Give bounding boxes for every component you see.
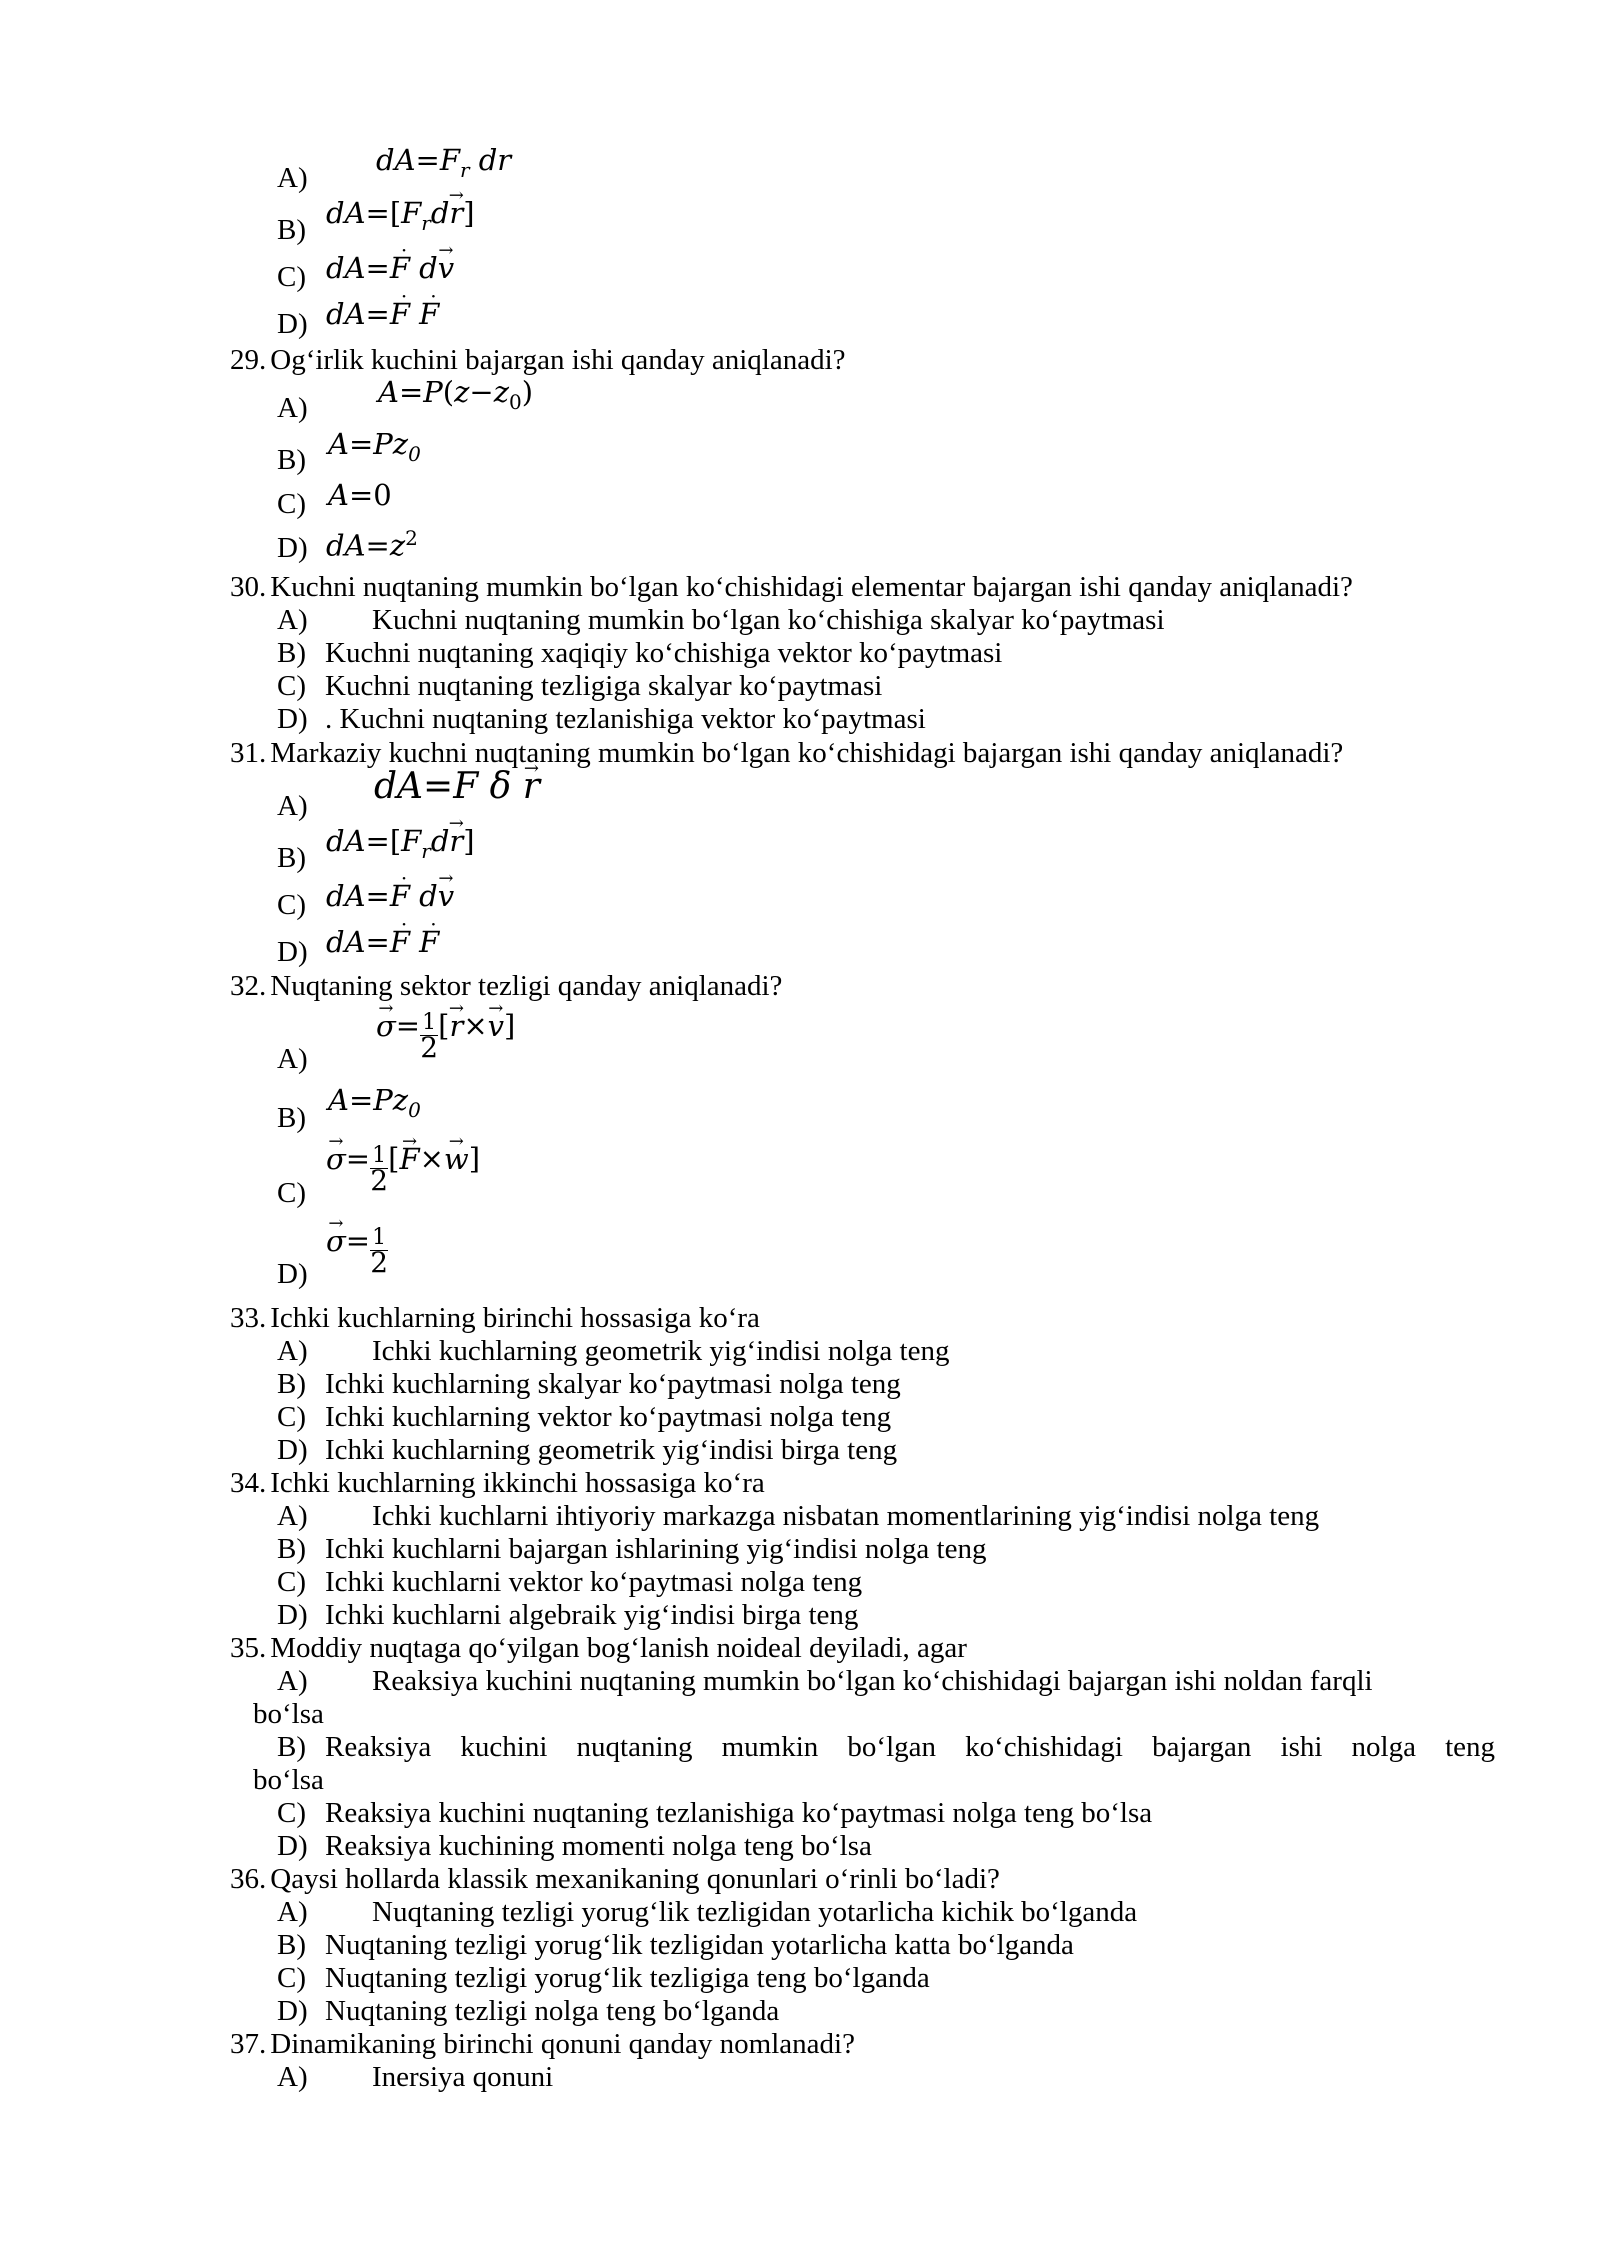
option-a: A) Nuqtaning tezligi yorug‘lik tezligidan yotarlicha kichik bo‘lganda — [277, 1896, 1138, 1928]
question-34: 34. Ichki kuchlarning ikkinchi hossasiga ko‘ra — [230, 1467, 765, 1499]
option-label: C) — [277, 1177, 306, 1209]
option-a: A) Kuchni nuqtaning mumkin bo‘lgan ko‘chishiga skalyar ko‘paytmasi — [277, 604, 1165, 636]
option-c: C) Kuchni nuqtaning tezligiga skalyar ko‘paytmasi — [277, 670, 883, 702]
question-29: 29. Og‘irlik kuchini bajargan ishi qanday aniqlanadi? — [230, 344, 846, 376]
question-30: 30. Kuchni nuqtaning mumkin bo‘lgan ko‘chishidagi elementar bajargan ishi qanday aniqlanadi? — [230, 571, 1353, 603]
formula: $dA=z^2$ — [326, 526, 418, 563]
option-b: B) Ichki kuchlarning skalyar ko‘paytmasi nolga teng — [277, 1368, 901, 1400]
option-d: D) Ichki kuchlarning geometrik yig‘indisi birga teng — [277, 1434, 898, 1466]
formula: dA=· F d→ v — [326, 252, 454, 285]
formula: dA=F δ → r — [374, 770, 540, 803]
option-label: D) — [277, 532, 308, 564]
option-c: C) Ichki kuchlarning vektor ko‘paytmasi nolga teng — [277, 1401, 892, 1433]
question-31: 31. Markaziy kuchni nuqtaning mumkin bo‘lgan ko‘chishidagi bajargan ishi qanday aniqlanadi? — [230, 737, 1344, 769]
option-b: B) Ichki kuchlarni bajargan ishlarining yig‘indisi nolga teng — [277, 1533, 987, 1565]
option-b: B) Reaksiya kuchini nuqtaning mumkin bo‘lgan ko‘chishidagi bajargan ishi nolga teng — [277, 1731, 1495, 1763]
question-35: 35. Moddiy nuqtaga qo‘yilgan bog‘lanish noideal deyiladi, agar — [230, 1632, 967, 1664]
option-label: C) — [277, 889, 306, 921]
option-d: D) . Kuchni nuqtaning tezlanishiga vektor ko‘paytmasi — [277, 703, 926, 735]
option-b-continuation: bo‘lsa — [253, 1764, 324, 1796]
option-c: C) Ichki kuchlarni vektor ko‘paytmasi nolga teng — [277, 1566, 863, 1598]
option-a: A) Inersiya qonuni — [277, 2061, 554, 2093]
option-b: B) Nuqtaning tezligi yorug‘lik tezligidan yotarlicha katta bo‘lganda — [277, 1929, 1074, 1961]
option-c: C) Reaksiya kuchini nuqtaning tezlanishiga ko‘paytmasi nolga teng bo‘lsa — [277, 1797, 1153, 1829]
option-label: B) — [277, 842, 306, 874]
question-37: 37. Dinamikaning birinchi qonuni qanday nomlanadi? — [230, 2028, 855, 2060]
question-32: 32. Nuqtaning sektor tezligi qanday aniqlanadi? — [230, 970, 783, 1002]
option-a: A) Ichki kuchlarning geometrik yig‘indisi nolga teng — [277, 1335, 950, 1367]
formula: $A=Pz_0$ — [328, 427, 421, 466]
option-d: D) Ichki kuchlarni algebraik yig‘indisi birga teng — [277, 1599, 859, 1631]
option-label: A) — [277, 1043, 308, 1075]
formula: $dA=[F_rd\to r]$ — [326, 197, 475, 240]
formula: $A=P(z-z_0)$ — [378, 375, 534, 414]
question-33: 33. Ichki kuchlarning birinchi hossasiga ko‘ra — [230, 1302, 760, 1334]
option-label: A) — [277, 392, 308, 424]
formula: A=0 — [328, 478, 392, 512]
formula: dA=· F d→ v — [326, 880, 454, 913]
formula: → σ= $\frac{1}{2}$ [→ F×→ w] — [326, 1136, 480, 1185]
option-a-continuation: bo‘lsa — [253, 1698, 324, 1730]
option-b: B) Kuchni nuqtaning xaqiqiy ko‘chishiga vektor ko‘paytmasi — [277, 637, 1003, 669]
formula: $dA=F_r$ dr — [376, 143, 512, 182]
option-label: A) — [277, 790, 308, 822]
formula: → σ= $\frac{1}{2}$ [→ r×→ v] — [376, 1003, 515, 1052]
option-label: D) — [277, 308, 308, 340]
option-a: A) Reaksiya kuchini nuqtaning mumkin bo‘lgan ko‘chishidagi bajargan ishi noldan farqli — [277, 1665, 1373, 1697]
option-d: D) Reaksiya kuchining momenti nolga teng bo‘lsa — [277, 1830, 872, 1862]
formula: $A=Pz_0$ — [328, 1083, 421, 1122]
option-c: C) Nuqtaning tezligi yorug‘lik tezligiga teng bo‘lganda — [277, 1962, 930, 1994]
option-label: B) — [277, 1102, 306, 1134]
option-label: A) — [277, 162, 308, 194]
option-label: D) — [277, 1258, 308, 1290]
formula: dA=· F · F — [326, 926, 439, 959]
option-label: B) — [277, 214, 306, 246]
option-label: B) — [277, 444, 306, 476]
option-label: D) — [277, 936, 308, 968]
option-label: C) — [277, 488, 306, 520]
option-label: C) — [277, 261, 306, 293]
option-d: D) Nuqtaning tezligi nolga teng bo‘lganda — [277, 1995, 780, 2027]
formula: $dA=[F_rd\to r]$ — [326, 825, 475, 868]
question-36: 36. Qaysi hollarda klassik mexanikaning qonunlari o‘rinli bo‘ladi? — [230, 1863, 1000, 1895]
option-a: A) Ichki kuchlarni ihtiyoriy markazga nisbatan momentlarining yig‘indisi nolga teng — [277, 1500, 1320, 1532]
formula: dA=· F · F — [326, 298, 439, 331]
formula: → σ= $\frac{1}{2}$ — [326, 1218, 388, 1267]
